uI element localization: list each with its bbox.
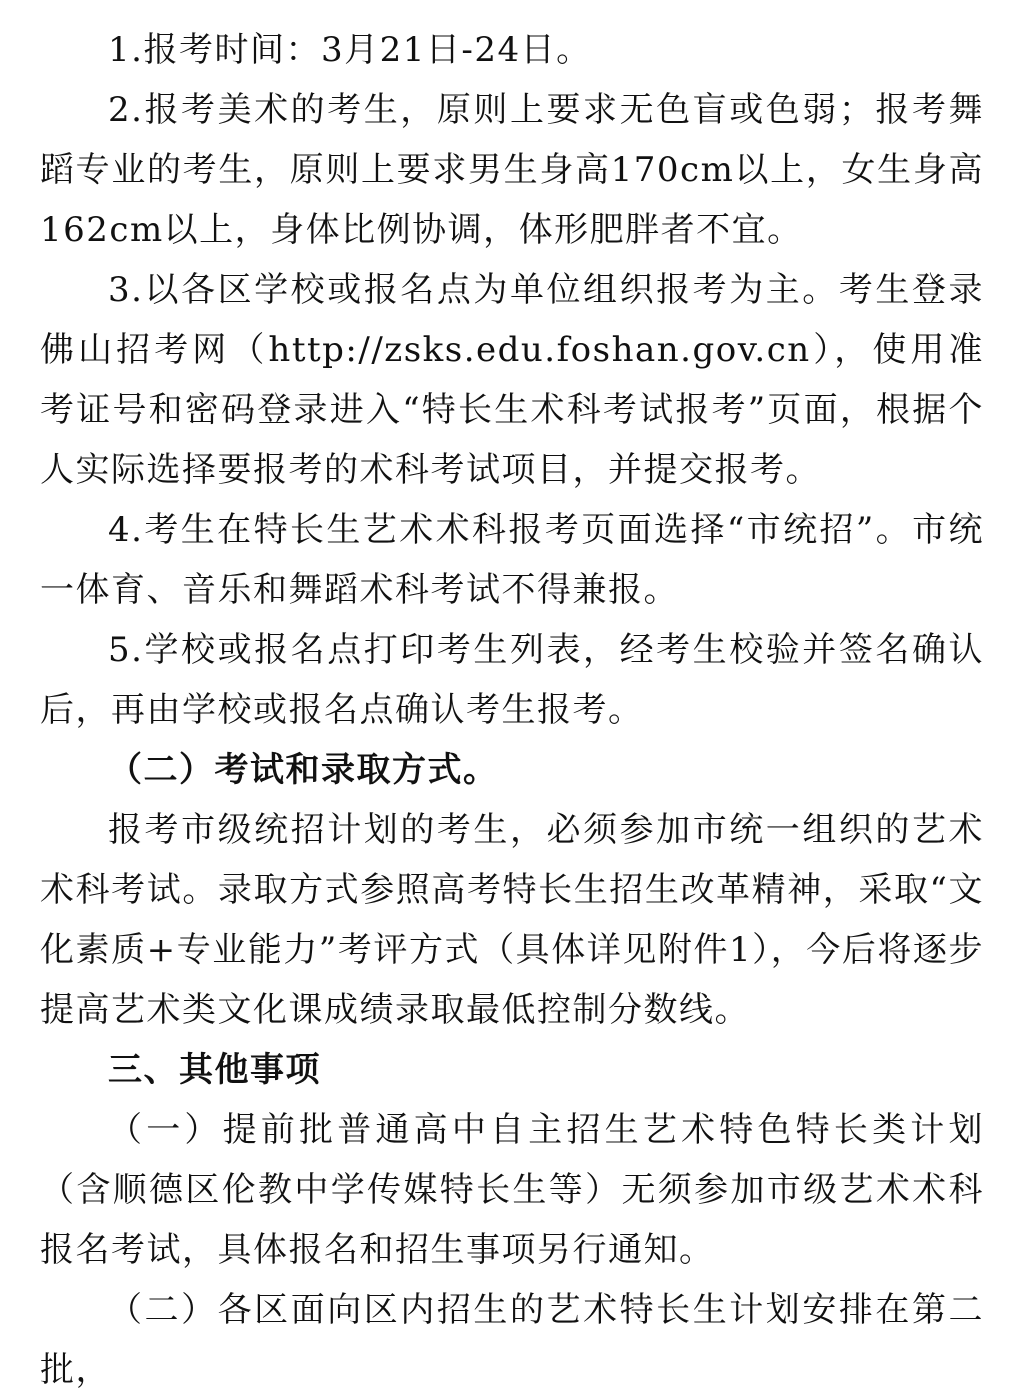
physical-requirements-item: 2.报考美术的考生，原则上要求无色盲或色弱；报考舞蹈专业的考生，原则上要求男生身高170cm以上，女生身高162cm以上，身体比例协调，体形肥胖者不宜。 xyxy=(40,90,984,250)
other-matters-heading: 三、其他事项 xyxy=(108,1050,321,1090)
exam-admission-paragraph: 报考市级统招计划的考生，必须参加市统一组织的艺术术科考试。录取方式参照高考特长生招生改革精神，采取“文化素质+专业能力”考评方式（具体详见附件1），今后将逐步提高艺术类文化课成绩录取最低控制分数线。 xyxy=(40,810,984,1030)
document-page xyxy=(40,20,984,1400)
exam-admission-subheading: （二）考试和录取方式。 xyxy=(108,750,499,790)
registration-time-item: 1.报考时间：3月21日-24日。 xyxy=(108,30,592,70)
registration-process-item: 3.以各区学校或报名点为单位组织报考为主。考生登录佛山招考网（http://zsks.edu.foshan.gov.cn），使用准考证号和密码登录进入“特长生术科考试报考”页面，根据个人实际选择要报考的术科考试项目，并提交报考。 xyxy=(40,270,984,490)
selection-rule-item: 4.考生在特长生艺术术科报考页面选择“市统招”。市统一体育、音乐和舞蹈术科考试不得兼报。 xyxy=(40,510,984,610)
other-matters-item-2: （二）各区面向区内招生的艺术特长生计划安排在第二批， xyxy=(40,1290,984,1390)
confirmation-item: 5.学校或报名点打印考生列表，经考生校验并签名确认后，再由学校或报名点确认考生报考。 xyxy=(40,630,984,730)
other-matters-item-1: （一）提前批普通高中自主招生艺术特色特长类计划（含顺德区伦教中学传媒特长生等）无须参加市级艺术术科报名考试，具体报名和招生事项另行通知。 xyxy=(40,1110,984,1270)
